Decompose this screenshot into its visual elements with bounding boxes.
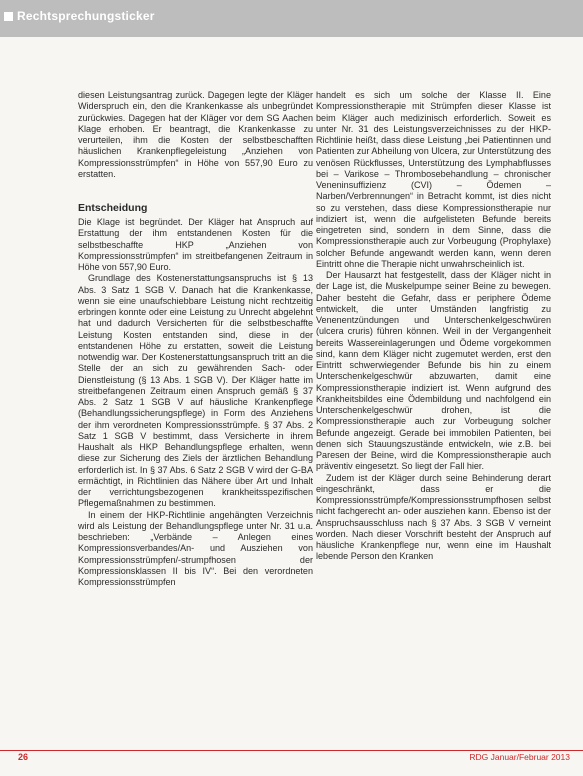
paragraph-gap	[78, 180, 313, 191]
body-paragraph: Grundlage des Kostenerstattungsanspruchs ist § 13 Abs. 3 Satz 1 SGB V. Danach hat die Krankenkasse, wenn sie eine unaufschiebbare Leistung nicht rechtzeitig erbringen konnte oder eine Leistung zu Unrecht abgelehnt hat und dadurch Versicherten für die selbstbeschaffte Leistung Kosten entstanden sind, diese in der entstandenen Höhe zu erstatten, soweit die Leistung notwendig war. Der Kostenerstattungsanspruch tritt an die Stelle der an sich zu gewährenden Sach- oder Dienstleistung (§ 13 Abs. 1 SGB V). Der Kläger hatte im streitbefangenen Zeitraum einen Anspruch gemäß § 37 Abs. 2 Satz 1 SGB V auf häusliche Krankenpflege (Behandlungssicherungspflege) in Form des Anziehens der ihm verordneten Kompressionsstrümpfe. § 37 Abs. 2 Satz 1 SGB V bestimmt, dass Versicherte in ihrem Haushalt als HKP Behandlungspflege erhalten, wenn diese zur Sicherung des Ziels der ärztlichen Behandlung erforderlich ist. In § 37 Abs. 6 Satz 2 SGB V wird der G-BA ermächtigt, in Richtlinien das Nähere über Art und Inhalt der verrichtungsbezogenen krankheitsspezifischen Pflegemaßnahmen zu bestimmen.	[78, 273, 313, 509]
footer-rule	[0, 750, 583, 751]
body-paragraph: In einem der HKP-Richtlinie angehängten Verzeichnis wird als Leistung der Behandlungspflege unter Nr. 31 u.a. beschrieben: „Verbände – Anlegen eines Kompressionsverbandes/An- und Ausziehen von Kompressionsstrümpfen/-strumpfhosen der Kompressionsklassen II bis IV“. Bei den verordneten Kompressionsstrümpfen	[78, 509, 313, 587]
header-square-icon	[4, 12, 13, 21]
publication-info: RDG Januar/Februar 2013	[469, 752, 570, 762]
body-paragraph: Die Klage ist begründet. Der Kläger hat Anspruch auf Erstattung der ihm entstandenen Kosten für die selbstbeschaffte HKP „Anziehen von Kompressionsstrümpfen“ im streitbefangenen Zeitraum in Höhe von 557,90 Euro.	[78, 217, 313, 272]
paragraph-gap	[78, 191, 313, 202]
section-title: Rechtsprechungsticker	[17, 9, 155, 23]
body-paragraph: handelt es sich um solche der Klasse II. Eine Kompressionstherapie mit Strümpfen dieser Klasse ist beim Kläger auch medizinisch erforderlich. Soweit es unter Nr. 31 des Leistungsverzeichnisses zu der HKP-Richtlinie heißt, dass diese Leistung „bei Patientinnen und Patienten zur Abheilung von Ulcera, zur Unterstützung des venösen Rückflusses, Unterstützung des Lymphabflusses bei – Varikose – Thrombosebehandlung – chronischer Veneninsuffizienz (CVI) – Ödemen – Narben/Verbrennungen“ in Betracht kommt, ist dies nicht so zu verstehen, dass diese Kompressionstherapie nur indiziert ist, wenn die aufgelisteten Befunde bereits eingetreten sind, sondern in dem Sinne, dass die Kompressionstherapie auch zur Vorbeugung (Prophylaxe) solcher Befunde angewandt werden kann, wenn deren Eintritt ohne die Therapie nicht unwahrscheinlich ist.	[316, 90, 551, 269]
section-heading: Entscheidung	[78, 202, 148, 214]
right-column	[316, 90, 551, 563]
body-paragraph: Zudem ist der Kläger durch seine Behinderung derart eingeschränkt, dass er die Kompressionsstrümpfe/Kompressionsstrumpfhosen selbst nicht fachgerecht an- oder ausziehen kann. Ebenso ist der Anspruchsausschluss nach § 37 Abs. 3 SGB V verneint worden. Nach dieser Vorschrift besteht der Anspruch auf häusliche Krankenpflege nur, wenn eine im Haushalt lebende Person den Kranken	[316, 472, 551, 562]
left-column	[78, 90, 313, 588]
body-paragraph: Der Hausarzt hat festgestellt, dass der Kläger nicht in der Lage ist, die Muskelpumpe seiner Beine zu bewegen. Daher besteht die Gefahr, dass er periphere Ödeme entwickelt, die unter Umständen langfristig zu Venenentzündungen und Unterschenkelgeschwüren (ulcera cruris) führen können. Weil in der Vergangenheit bereits Wassereinlagerungen und Ödeme vorgekommen sind, kann dem Kläger nicht zugemutet werden, erst den Eintritt schwerwiegender Befunde bis hin zu einem Unterschenkelgeschwür abzuwarten, damit eine Kompressionstherapie indiziert ist. Wenn aufgrund des Krankheitsbildes eine Ödembildung und nachfolgend ein Unterschenkelgeschwür drohen, ist die Kompressionstherapie auch zur Vorbeugung solcher Befunde angezeigt. Gerade bei immobilen Patienten, bei denen sich Stauungszustände entwickeln, wie z.B. bei Paresen der Beine, wird die Kompressionstherapie auch präventiv eingesetzt. So liegt der Fall hier.	[316, 270, 551, 472]
intro-paragraph: diesen Leistungsantrag zurück. Dagegen legte der Kläger Widerspruch ein, den die Krankenkasse als unbegründet zurückwies. Dagegen hat der Kläger vor dem SG Aachen Klage erhoben. Er beantragt, die Krankenkasse zu verurteilen, ihm die Kosten der selbstbeschafften häuslichen Krankenpflegeleistung „Anziehen von Kompressionsstrümpfen“ in Höhe von 557,90 Euro zu erstatten.	[78, 90, 313, 179]
header-band	[0, 0, 583, 37]
page-number: 26	[18, 752, 29, 762]
